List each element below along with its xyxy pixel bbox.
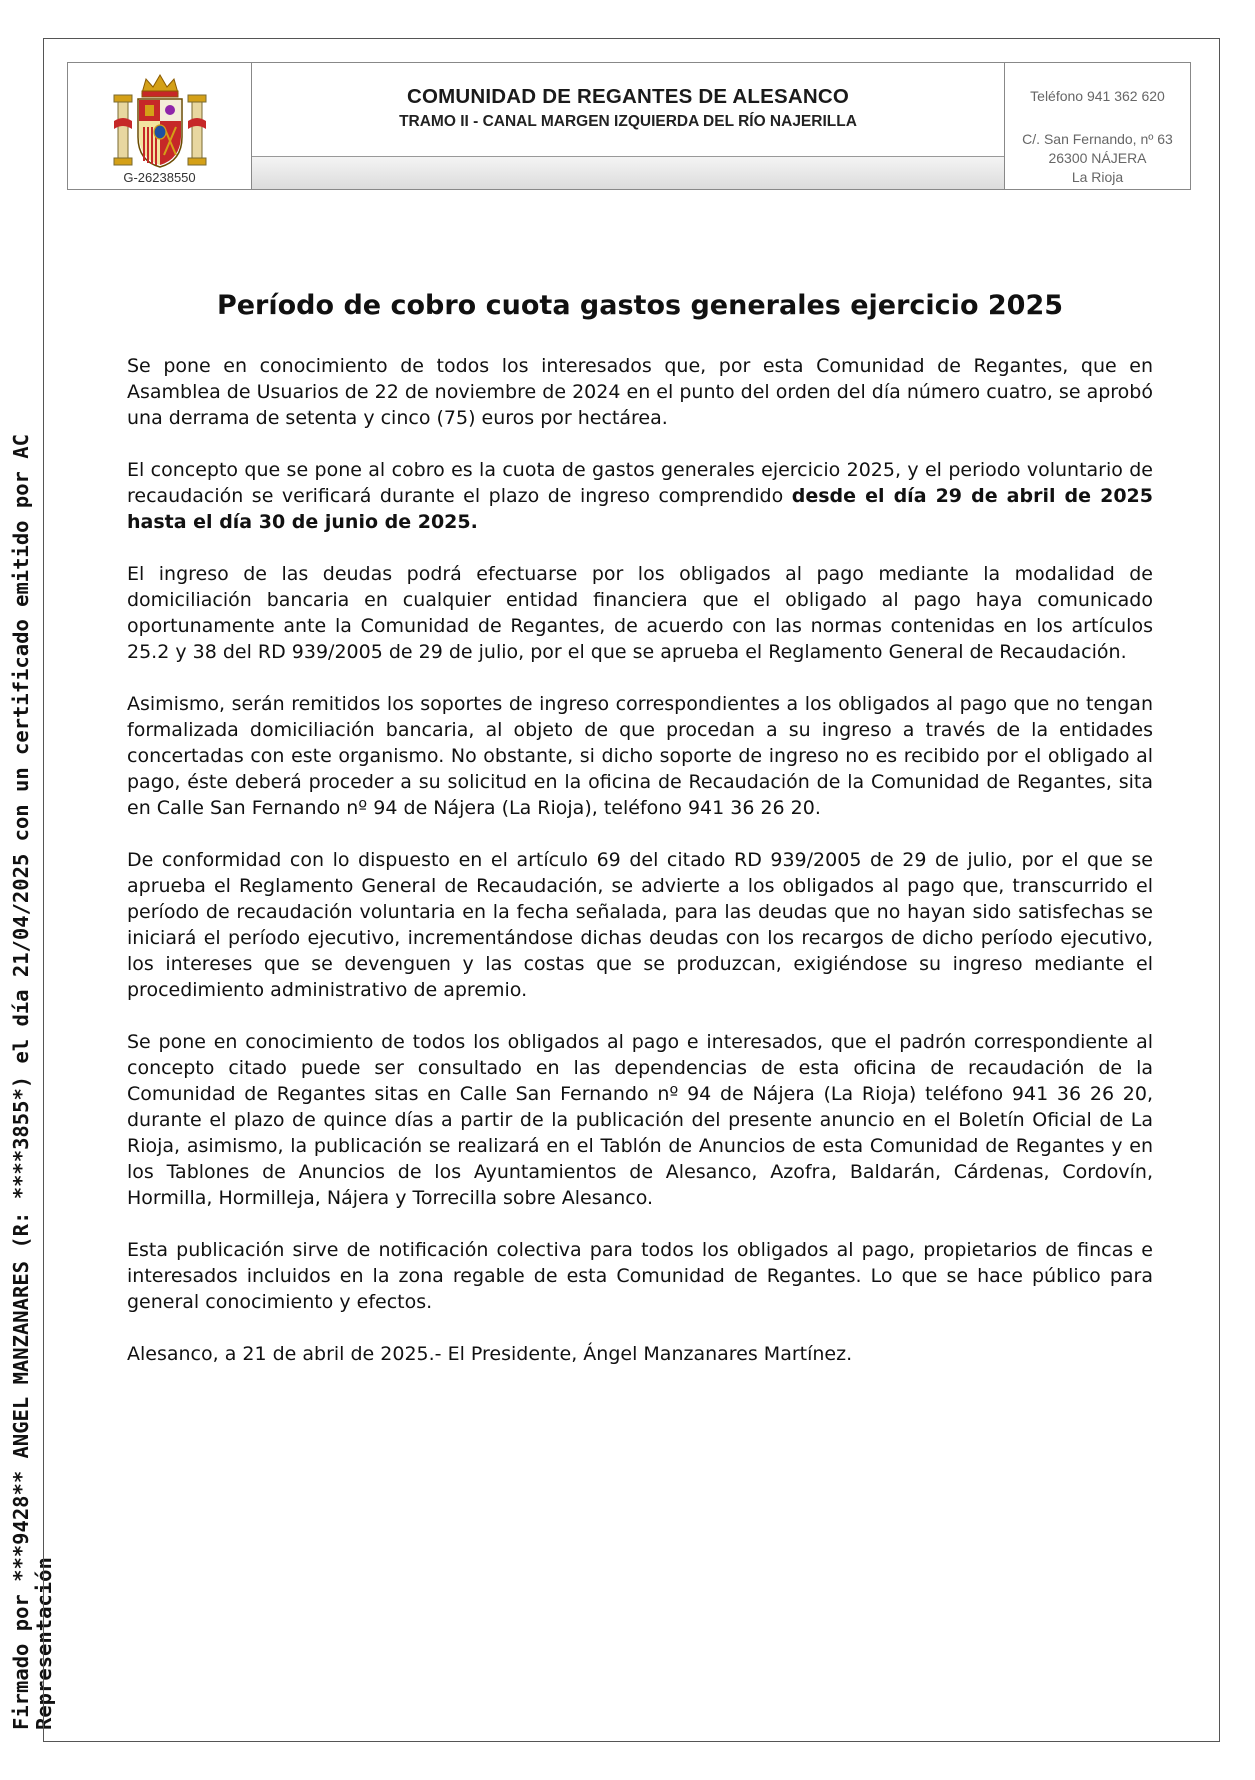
paragraph-2-text: El concepto que se pone al cobro es la cuota de gastos generales ejercicio 2025, y el periodo voluntario de recaudación se verificará durante el plazo de ingreso comprendido xyxy=(127,459,1153,507)
paragraph-5: De conformidad con lo dispuesto en el artículo 69 del citado RD 939/2005 de 29 de julio, por el que se aprueba el Reglamento General de Recaudación, se advierte a los obligados al pago que, transcurrido el período de recaudación voluntaria en la fecha señalada, para las deudas que no hayan sido satisfechas se iniciará el período ejecutivo, incrementándose dichas deudas con los recargos de dicho período ejecutivo, los intereses que se devenguen y las costas que se produzcan, exigiéndose su ingreso mediante el procedimiento administrativo de apremio. xyxy=(127,849,1153,1001)
contact-address-line2: 26300 NÁJERA xyxy=(1048,150,1147,166)
contact-address-line3: La Rioja xyxy=(1071,169,1124,185)
spanish-coat-of-arms-icon xyxy=(110,71,210,171)
paragraph-3: El ingreso de las deudas podrá efectuarse por los obligados al pago mediante la modalidad de domiciliación bancaria en cualquier entidad financiera que el obligado al pago haya comunicado oportunamente ante la Comunidad de Regantes, de acuerdo con las normas contenidas en los artículos 25.2 y 38 del RD 939/2005 de 29 de julio, por el que se aprueba el Reglamento General de Recaudación. xyxy=(127,563,1153,663)
contact-address-line1: C/. San Fernando, nº 63 xyxy=(1022,131,1173,147)
letterhead-logo-cell xyxy=(68,63,252,189)
document-title: Período de cobro cuota gastos generales ejercicio 2025 xyxy=(216,290,1064,321)
nif-label: G-26238550 xyxy=(123,170,196,185)
document-body xyxy=(127,353,1153,1393)
signature-stamp-line1: Firmado por ***9428** ANGEL MANZANARES (R: ****3855*) el día 21/04/2025 con un certificado emitido por AC xyxy=(9,434,33,1730)
organization-name: COMUNIDAD DE REGANTES DE ALESANCO xyxy=(406,85,850,108)
paragraph-6: Se pone en conocimiento de todos los obligados al pago e interesados, que el padrón correspondiente al concepto citado puede ser consultado en las dependencias de esta oficina de recaudación de la Comunidad de Regantes sitas en Calle San Fernando nº 94 de Nájera (La Rioja) teléfono 941 36 26 20, durante el plazo de quince días a partir de la publicación del presente anuncio en el Boletín Oficial de La Rioja, asimismo, la publicación se realizará en el Tablón de Anuncios de esta Comunidad de Regantes y en los Tablones de Anuncios de los Ayuntamientos de Alesanco, Azofra, Baldarán, Cárdenas, Cordovín, Hormilla, Hormilleja, Nájera y Torrecilla sobre Alesanco. xyxy=(127,1031,1153,1209)
signature-line: Alesanco, a 21 de abril de 2025.- El Presidente, Ángel Manzanares Martínez. xyxy=(127,1343,853,1365)
organization-subtitle: TRAMO II - CANAL MARGEN IZQUIERDA DEL RÍO NAJERILLA xyxy=(399,113,857,130)
paragraph-2 xyxy=(127,457,1153,535)
paragraph-2-period-dates: desde el día 29 de abril de 2025 hasta el día 30 de junio de 2025. xyxy=(127,485,1153,533)
letterhead-contact-cell xyxy=(1005,63,1190,189)
letterhead-title-cell xyxy=(252,63,1005,189)
contact-phone: Teléfono 941 362 620 xyxy=(1030,88,1165,104)
paragraph-1: Se pone en conocimiento de todos los interesados que, por esta Comunidad de Regantes, que en Asamblea de Usuarios de 22 de noviembre de 2024 en el punto del orden del día número cuatro, se aprobó una derrama de setenta y cinco (75) euros por hectárea. xyxy=(127,355,1153,429)
letterhead-band xyxy=(252,156,1004,189)
signature-stamp-line2: Representación xyxy=(32,1557,56,1730)
letterhead xyxy=(67,62,1191,190)
paragraph-4: Asimismo, serán remitidos los soportes de ingreso correspondientes a los obligados al pago que no tengan formalizada domiciliación bancaria, al objeto de que procedan a su ingreso a través de la entidades concertadas con este organismo. No obstante, si dicho soporte de ingreso no es recibido por el obligado al pago, éste deberá proceder a su solicitud en la oficina de Recaudación de la Comunidad de Regantes, sita en Calle San Fernando nº 94 de Nájera (La Rioja), teléfono 941 36 26 20. xyxy=(127,693,1153,819)
paragraph-7: Esta publicación sirve de notificación colectiva para todos los obligados al pago, propietarios de fincas e interesados incluidos en la zona regable de esta Comunidad de Regantes. Lo que se hace público para general conocimiento y efectos. xyxy=(127,1239,1153,1313)
